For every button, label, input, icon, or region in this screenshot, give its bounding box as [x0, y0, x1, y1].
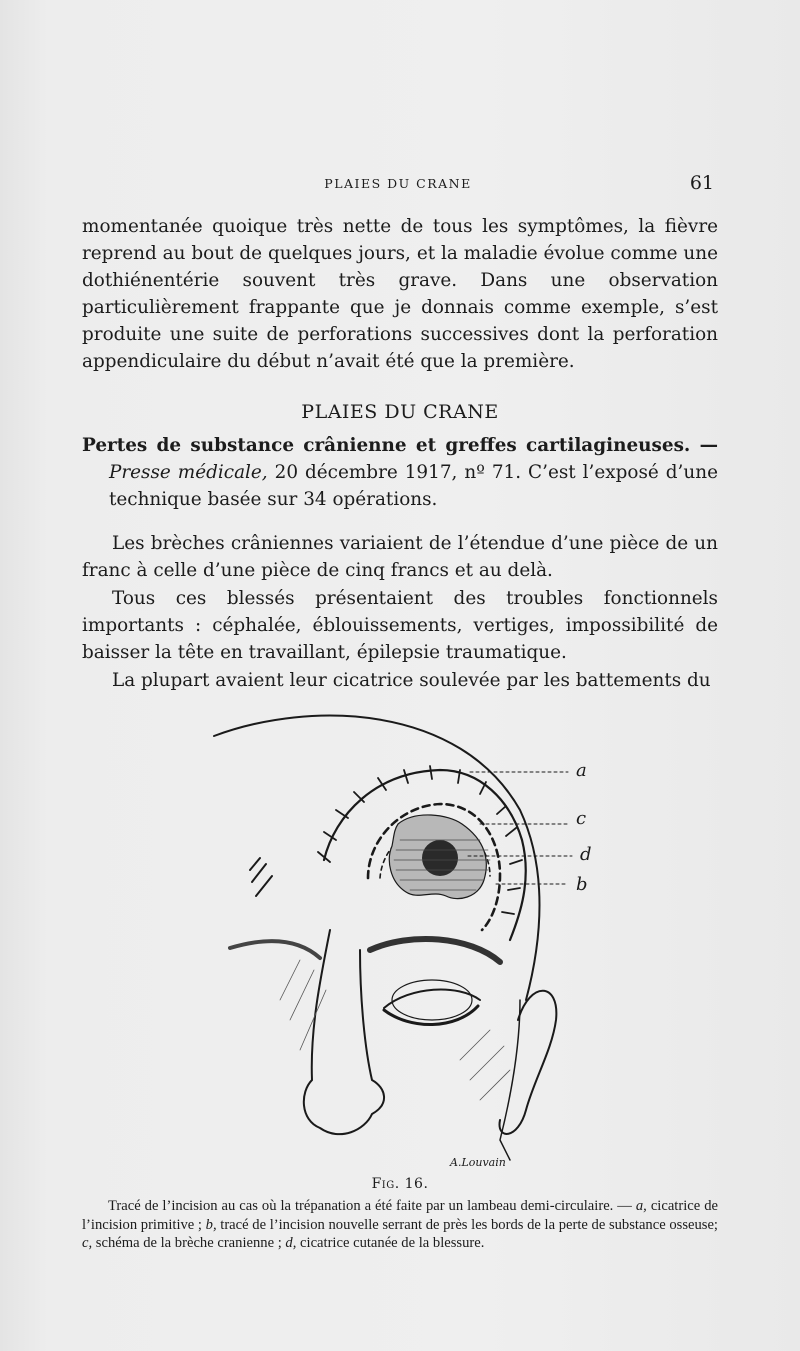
- eyebrow: [370, 939, 500, 962]
- caption-c-text: schéma de la brèche cranienne ;: [95, 1235, 282, 1251]
- paragraph-symptoms: Tous ces blessés présentaient des troubles fonctionnels importants : céphalée, éblouissements, vertiges, impossibilité de baisser la tête en travaillant, épilepsie traumatique.: [82, 588, 718, 663]
- reference-journal-1: Presse: [109, 462, 171, 483]
- reference-journal-2: médicale,: [177, 462, 268, 483]
- running-head: [82, 172, 714, 196]
- section-heading: PLAIES DU CRANE: [301, 401, 499, 423]
- figure-16-illustration: [200, 700, 620, 1170]
- caption-c-letter: c,: [82, 1235, 93, 1251]
- reference-title: Pertes de substance crânienne et greffes cartilagineuses. —: [82, 435, 718, 456]
- figure-label: Fig. 16.: [371, 1176, 429, 1192]
- eye-lid: [384, 990, 480, 1008]
- figure-caption: [82, 1197, 718, 1253]
- page-number: 61: [689, 172, 714, 194]
- eye-lashes: [384, 1006, 478, 1025]
- nose: [304, 930, 384, 1134]
- face-contour: [500, 1000, 520, 1160]
- reference-details: 20 décembre 1917, nº 71. C’est l’exposé d’une technique basée sur 34 opérations.: [109, 462, 718, 510]
- label-d: d: [580, 844, 592, 865]
- label-b: b: [576, 874, 588, 895]
- caption-b-letter: b,: [205, 1216, 217, 1233]
- artist-signature: A.Louvain: [450, 1156, 506, 1169]
- label-c: c: [576, 808, 587, 829]
- paragraph-scar: La plupart avaient leur cicatrice soulevée par les battements du: [112, 670, 711, 691]
- bibliographic-reference: [82, 432, 718, 513]
- ear: [500, 991, 557, 1134]
- caption-intro: Tracé de l’incision au cas où la trépanation a été faite par un lambeau demi-circulaire. —: [108, 1198, 632, 1214]
- caption-b-text: tracé de l’incision nouvelle serrant de près les bords de la perte de substance osseuse;: [220, 1216, 718, 1233]
- running-title: PLAIES DU CRANE: [324, 176, 472, 191]
- caption-d-letter: d,: [285, 1235, 297, 1251]
- caption-d-text: cicatrice cutanée de la blessure.: [300, 1235, 485, 1251]
- caption-a-text: cicatrice de l’incision primitive ;: [82, 1198, 718, 1233]
- paragraph-continued: momentanée quoique très nette de tous les symptômes, la fièvre reprend au bout de quelques jours, et la maladie évolue comme une dothiénentérie souvent très grave. Dans une observation particulièrement frappante que je donnais comme exemple, s’est produite une suite de perforations successives dont la perforation appendiculaire du début n’avait été que la première.: [82, 216, 718, 372]
- paragraph-breaches: Les brèches crâniennes variaient de l’étendue d’une pièce de un franc à celle d’une pièce de cinq francs et au delà.: [82, 533, 718, 581]
- label-a: a: [576, 760, 587, 781]
- caption-a-letter: a,: [635, 1198, 647, 1214]
